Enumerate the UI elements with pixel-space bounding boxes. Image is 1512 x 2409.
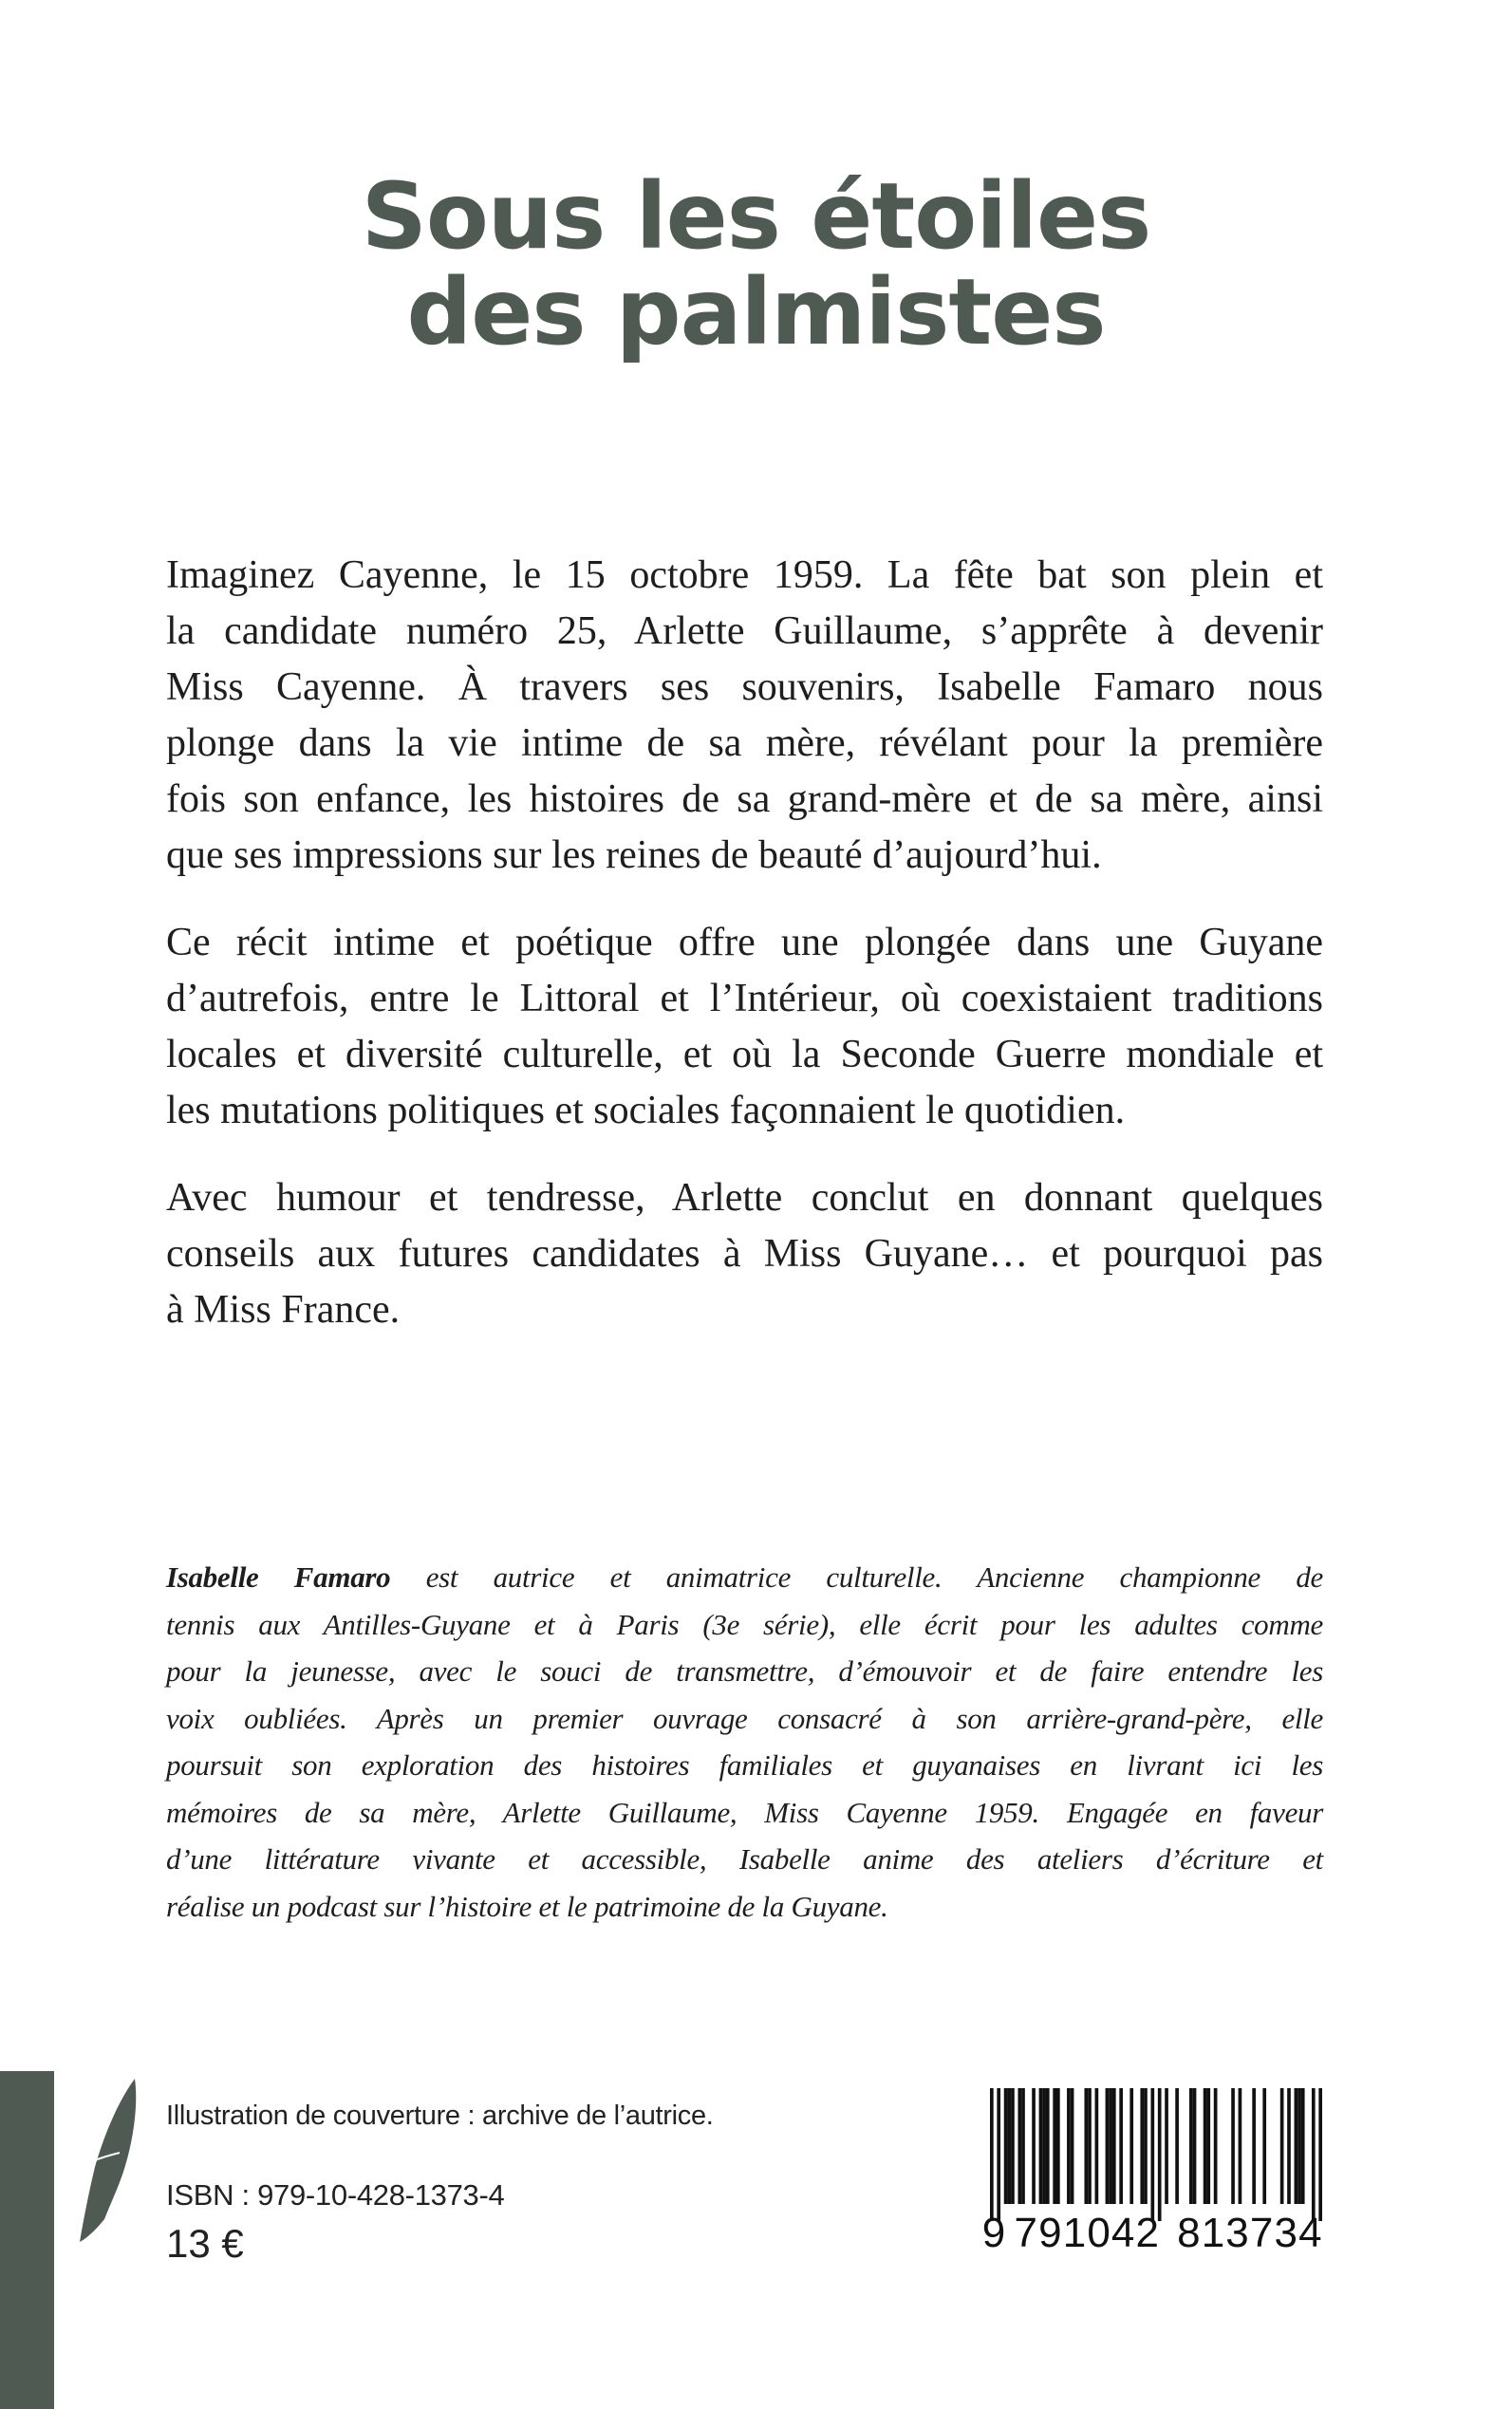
barcode-bar: [1206, 2088, 1210, 2204]
barcode-bar: [1021, 2088, 1025, 2204]
barcode-bar: [1084, 2088, 1088, 2204]
barcode-bar: [1318, 2088, 1322, 2221]
accent-bar: [0, 2071, 54, 2409]
barcode-bar: [1067, 2088, 1071, 2204]
barcode-bar: [1150, 2088, 1154, 2221]
barcode-bar: [1140, 2088, 1144, 2204]
barcode-bar: [997, 2088, 1000, 2221]
barcode-bar: [1287, 2088, 1291, 2204]
barcode-digit: 4: [1111, 2210, 1135, 2256]
barcode-bar: [1032, 2088, 1036, 2204]
barcode-bar: [1053, 2088, 1056, 2204]
barcode: [990, 2088, 1322, 2221]
barcode-bar: [1165, 2088, 1168, 2204]
barcode-bar: [1046, 2088, 1050, 2204]
barcode-bar: [1071, 2088, 1074, 2204]
barcode-digit: 9: [981, 2210, 1006, 2256]
barcode-bar: [1239, 2088, 1242, 2204]
text-line: voix oubliées. Après un premier ouvrage consacré à son arrière-grand-père, elle: [166, 1701, 1323, 1735]
barcode-bar: [1112, 2088, 1116, 2204]
text-line: locales et diversité culturelle, et où la Seconde Guerre mondiale et: [166, 1033, 1323, 1076]
text-line: d’une littérature vivante et accessible, Isabelle anime des ateliers d’écriture et: [166, 1842, 1323, 1876]
text-line: fois son enfance, les histoires de sa grand-mère et de sa mère, ainsi: [166, 777, 1323, 821]
barcode-bar: [1007, 2088, 1011, 2204]
barcode-digit: 0: [1087, 2210, 1111, 2256]
barcode-bar: [1175, 2088, 1179, 2204]
barcode-bar: [1204, 2088, 1207, 2204]
text-line: conseils aux futures candidates à Miss Guyane… et pourquoi pas: [166, 1232, 1323, 1276]
title-line-2: des palmistes: [406, 259, 1106, 365]
barcode-digit: 1: [1201, 2210, 1225, 2256]
barcode-bar: [1301, 2088, 1305, 2204]
barcode-bar: [1017, 2088, 1021, 2204]
text-line: les mutations politiques et sociales façonnaient le quotidien.: [166, 1089, 1126, 1132]
barcode-bar: [1231, 2088, 1235, 2204]
text-line: plonge dans la vie intime de sa mère, révélant pour la première: [166, 721, 1323, 765]
author-name: Isabelle Famaro: [166, 1560, 391, 1594]
barcode-bar: [1214, 2088, 1218, 2204]
text-line: Avec humour et tendresse, Arlette conclut en donnant quelques: [166, 1176, 1323, 1220]
barcode-bar: [1106, 2088, 1110, 2204]
text-line: à Miss France.: [166, 1288, 401, 1332]
barcode-bar: [1252, 2088, 1256, 2204]
cover-credit: Illustration de couverture : archive de l’autrice.: [166, 2101, 714, 2131]
blurb-paragraph-2: [166, 915, 1323, 1139]
text-line: que ses impressions sur les reines de beauté d’aujourd’hui.: [166, 833, 1102, 877]
barcode-digit: 7: [1249, 2210, 1274, 2256]
price: 13 €: [166, 2221, 244, 2266]
barcode-bar: [1144, 2088, 1148, 2204]
blurb: [166, 548, 1323, 1370]
barcode-bar: [1262, 2088, 1266, 2204]
title-line-1: Sous les étoiles: [361, 163, 1151, 270]
barcode-bar: [1158, 2088, 1162, 2221]
text-line: Imaginez Cayenne, le 15 octobre 1959. La fête bat son plein et: [166, 553, 1323, 597]
barcode-bar: [1189, 2088, 1193, 2204]
barcode-bar: [1312, 2088, 1316, 2221]
barcode-bar: [1129, 2088, 1133, 2204]
barcode-digit: 4: [1298, 2210, 1322, 2256]
text-line: la candidate numéro 25, Arlette Guillaume, s’apprête à devenir: [166, 609, 1323, 653]
barcode-digit: 2: [1135, 2210, 1159, 2256]
text-line: mémoires de sa mère, Arlette Guillaume, Miss Cayenne 1959. Engagée en faveur: [166, 1795, 1323, 1829]
barcode-bar: [1280, 2088, 1284, 2204]
barcode-bar: [1056, 2088, 1060, 2204]
text-fragment: est autrice et animatrice culturelle. Ancienne championne de: [390, 1560, 1324, 1594]
book-title: [0, 163, 1512, 365]
barcode-digits: [978, 2210, 1329, 2257]
barcode-bar: [1297, 2088, 1301, 2204]
text-line: poursuit son exploration des histoires familiales et guyanaises en livrant ici les: [166, 1748, 1323, 1782]
feather-icon: [76, 2077, 142, 2243]
text-line: tennis aux Antilles-Guyane et à Paris (3e série), elle écrit pour les adultes comme: [166, 1607, 1323, 1641]
blurb-paragraph-1: [166, 548, 1323, 884]
text-line: [166, 1554, 1323, 1601]
barcode-bar: [1039, 2088, 1043, 2204]
barcode-digit: 1: [1062, 2210, 1087, 2256]
text-line: Miss Cayenne. À travers ses souvenirs, Isabelle Famaro nous: [166, 665, 1323, 709]
barcode-bar: [1109, 2088, 1112, 2204]
barcode-bar: [1119, 2088, 1123, 2204]
author-bio: [166, 1554, 1323, 1930]
text-line: d’autrefois, entre le Littoral et l’Intérieur, où coexistaient traditions: [166, 977, 1323, 1020]
barcode-digit: 9: [1038, 2210, 1062, 2256]
barcode-digit: 3: [1274, 2210, 1297, 2256]
barcode-bar: [1088, 2088, 1092, 2204]
barcode-digit: 8: [1177, 2210, 1201, 2256]
barcode-digit: 3: [1225, 2210, 1249, 2256]
barcode-bar: [990, 2088, 994, 2221]
barcode-bar: [1095, 2088, 1099, 2204]
blurb-paragraph-3: [166, 1170, 1323, 1338]
isbn: ISBN : 979-10-428-1373-4: [166, 2178, 505, 2212]
barcode-bar: [1193, 2088, 1197, 2204]
text-line: Ce récit intime et poétique offre une plongée dans une Guyane: [166, 921, 1323, 964]
barcode-bar: [1295, 2088, 1298, 2204]
text-line: réalise un podcast sur l’histoire et le patrimoine de la Guyane.: [166, 1889, 888, 1923]
text-line: pour la jeunesse, avec le souci de transmettre, d’émouvoir et de faire entendre les: [166, 1654, 1323, 1688]
barcode-bar: [1042, 2088, 1046, 2204]
barcode-bar: [1004, 2088, 1008, 2204]
barcode-bar: [1011, 2088, 1015, 2204]
barcode-digit: 7: [1014, 2210, 1038, 2256]
